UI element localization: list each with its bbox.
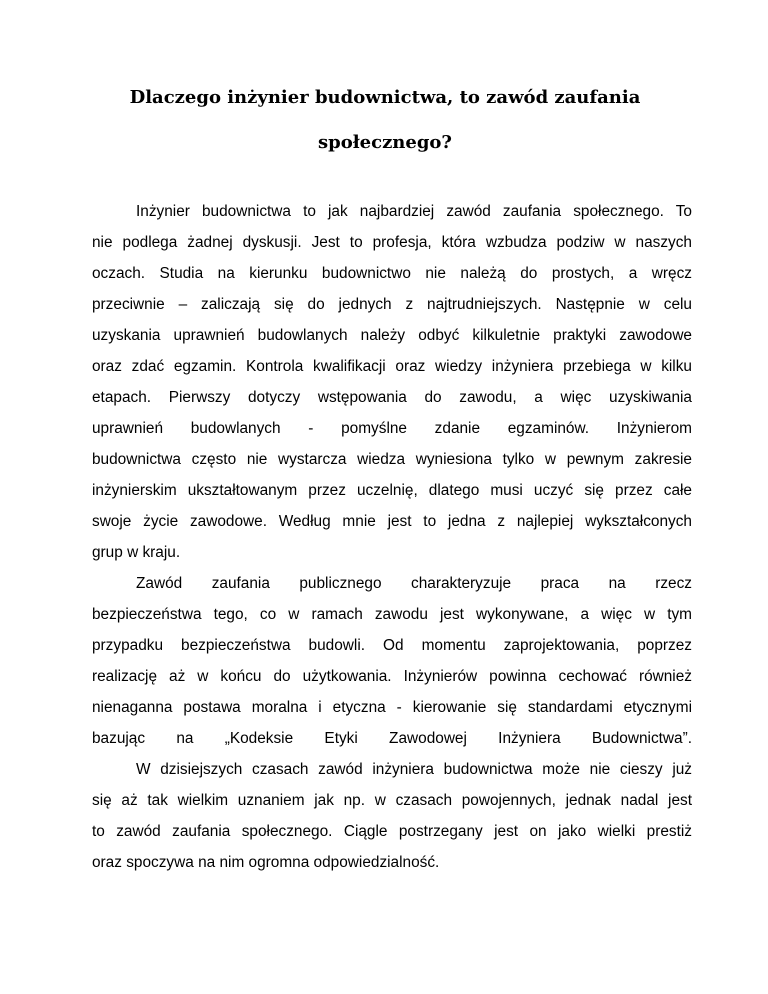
text-line: uzyskania uprawnień budowlanych należy odbyć kilkuletnie praktyki zawodowe [92,327,692,344]
text-line: oczach. Studia na kierunku budownictwo nie należą do prostych, a wręcz [92,265,692,282]
text-line: bazując na „Kodeksie Etyki Zawodowej Inżyniera Budownictwa”. [92,730,692,747]
paragraph-2 [92,568,692,754]
paragraph-1 [92,196,692,568]
text-line: oraz zdać egzamin. Kontrola kwalifikacji oraz wiedzy inżyniera przebiega w kilku [92,358,692,375]
text-line: przeciwnie – zaliczają się do jednych z najtrudniejszych. Następnie w celu [92,296,692,313]
document-title-line-1: Dlaczego inżynier budownictwa, to zawód zaufania [129,87,641,108]
text-line: budownictwa często nie wystarcza wiedza wyniesiona tylko w pewnym zakresie [92,451,692,468]
text-line: Inżynier budownictwa to jak najbardziej zawód zaufania społecznego. To [136,203,692,220]
document-body [92,196,692,878]
text-line: realizację aż w końcu do użytkowania. Inżynierów powinna cechować również [92,668,692,685]
text-line: etapach. Pierwszy dotyczy wstępowania do zawodu, a więc uzyskiwania [92,389,692,406]
text-line: swoje życie zawodowe. Według mnie jest to jedna z najlepiej wykształconych [92,513,692,530]
text-line: to zawód zaufania społecznego. Ciągle postrzegany jest on jako wielki prestiż [92,823,692,840]
text-line: nienaganna postawa moralna i etyczna - kierowanie się standardami etycznymi [92,699,692,716]
text-line: uprawnień budowlanych - pomyślne zdanie egzaminów. Inżynierom [92,420,692,437]
text-line: W dzisiejszych czasach zawód inżyniera budownictwa może nie cieszy już [136,761,692,778]
document-title-line-2: społecznego? [318,132,452,153]
text-line: Zawód zaufania publicznego charakteryzuje praca na rzecz [136,575,692,592]
text-line: się aż tak wielkim uznaniem jak np. w czasach powojennych, jednak nadal jest [92,792,692,809]
text-line: grup w kraju. [92,544,181,561]
text-line: oraz spoczywa na nim ogromna odpowiedzialność. [92,854,440,871]
text-line: nie podlega żadnej dyskusji. Jest to profesja, która wzbudza podziw w naszych [92,234,692,251]
text-line: przypadku bezpieczeństwa budowli. Od momentu zaprojektowania, poprzez [92,637,692,654]
text-line: inżynierskim ukształtowanym przez uczelnię, dlatego musi uczyć się przez całe [92,482,692,499]
paragraph-3 [92,754,692,878]
text-line: bezpieczeństwa tego, co w ramach zawodu jest wykonywane, a więc w tym [92,606,692,623]
